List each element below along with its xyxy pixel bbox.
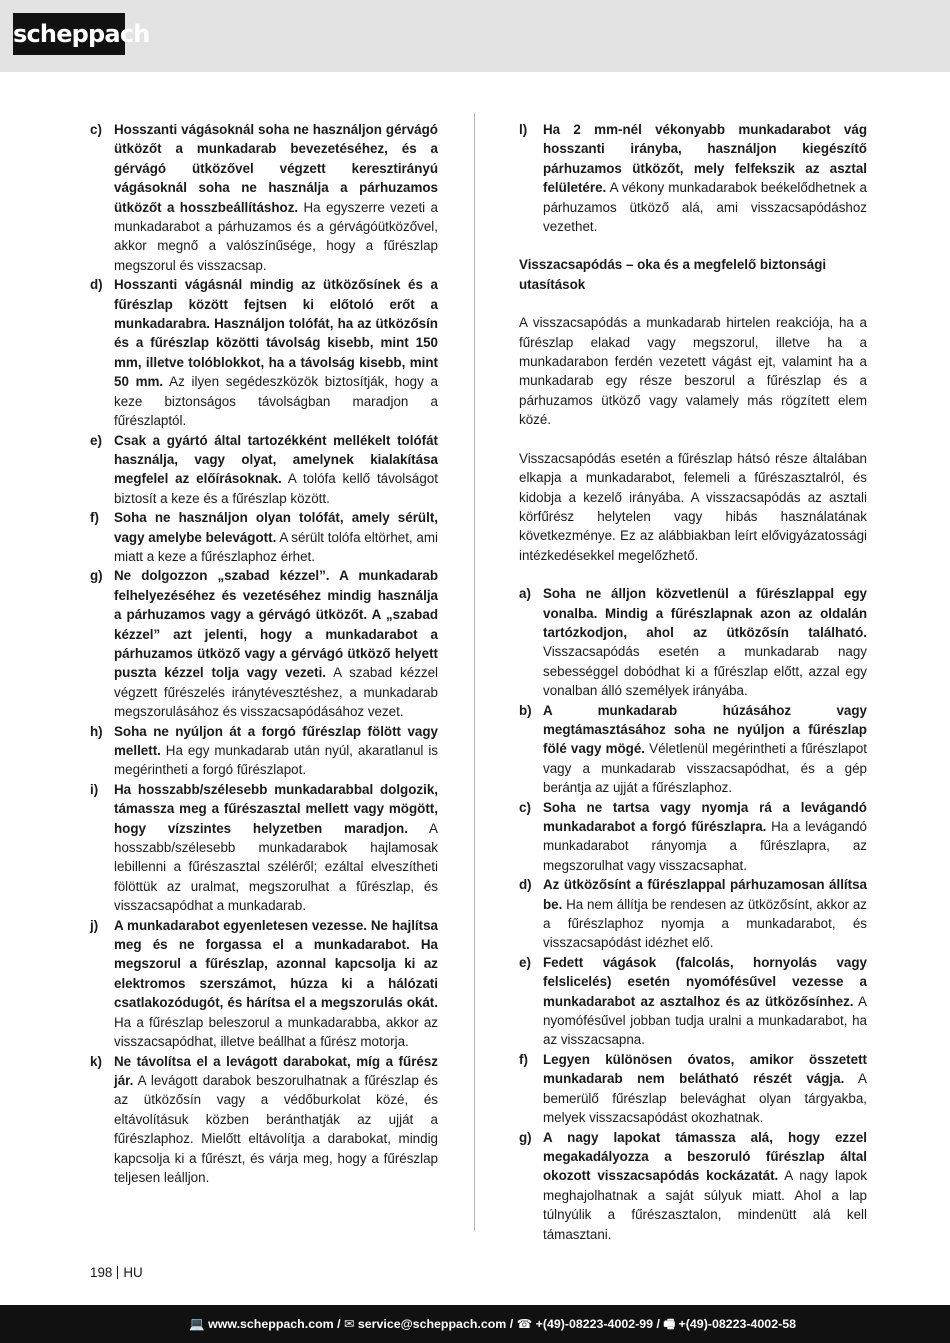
item-text: Soha ne használjon olyan tolófát, amely sérült, vagy amelybe belevágott. A sérült tolófa eltörhet, ami miatt a keze a fűrészlaphoz érhet. [114,510,438,564]
list-item [90,566,438,721]
section-heading: Visszacsapódás – oka és a megfelelő biztonsági utasítások [519,257,827,292]
item-text: Soha ne nyúljon át a forgó fűrészlap fölött vagy mellett. Ha egy munkadarab után nyúl, akaratlanul is megérintheti a forgó fűrészlapot. [114,723,438,778]
right-column [519,120,867,1244]
computer-icon: 💻 [189,1317,205,1331]
item-text: Fedett vágások (falcolás, hornyolás vagy felslicelés) esetén nyomófésűvel vezesse a munkadarabot az asztalhoz és az ütközősínhez. A nyomófésűvel jobban tudja uralni a munkadarabot, ha az visszacsapna. [543,954,867,1048]
list-item [519,1128,867,1244]
item-label: f) [90,510,99,526]
item-label: c) [519,799,531,815]
email-link[interactable]: service@scheppach.com [357,1317,507,1331]
fax-number: +(49)-08223-4002-58 [678,1317,796,1331]
item-label: j) [90,917,99,933]
item-text: A munkadarab húzásához vagy megtámasztásához soha ne nyúljon a fűrészlap fölé vagy mögé. Véletlenül megérintheti a fűrészlapot vagy a munkadarab visszacsapódhat, és a gép berántja az ujját a fűrészlaphoz. [543,702,867,796]
list-item [519,701,867,798]
item-text: Ha 2 mm-nél vékonyabb munkadarabot vág hosszanti irányba, használjon kiegészítő párhuzamos ütközőt, mely felfekszik az asztal felületére. A vékony munkadarabok beékelődhetnek a párhuzamos ütköző alá, ami visszacsapódáshoz vezethet. [543,122,867,235]
scheppach-logo: scheppach [13,13,125,55]
page-footer: 💻 www.scheppach.com / ✉ service@scheppach.com / ☎ +(49)-08223-4002-99 / 🖷 +(49)-08223-4002-58 [0,1305,950,1343]
item-label: i) [90,781,99,797]
list-item [90,780,438,916]
paragraph: Visszacsapódás esetén a fűrészlap hátsó része általában elkapja a munkadarabot, felemeli a fűrészasztalról, és kidobja a kezelő irányába. A visszacsapódás az asztali körfűrész helytelen vagy hibás használatának következménye. Ez az alábbiakban leírt elővigyázatossági intézkedésekkel megelőzhető. [519,450,867,563]
item-text: Legyen különösen óvatos, amikor összetett munkadarab nem belátható részét vágja. A bemerülő fűrészlap belevághat olyan tárgyakba, melyek visszacsapódást okozhatnak. [543,1051,867,1126]
item-label: d) [519,877,532,893]
item-text: Csak a gyártó által tartozékként mellékelt tolófát használja, vagy olyat, amelynek kialakítása megfelel az előírásoknak. A tolófa kellő távolságot biztosít a keze és a fűrészlap között. [114,432,438,506]
item-text: Ne távolítsa el a levágott darabokat, míg a fűrész jár. A levágott darabok beszorulhatnak a fűrészlap és az ütközősín vagy a védőburkolat közé, és eltávolításuk közben beránthatják az ujját a fűrészlaphoz. Mielőtt eltávolítja a darabokat, mindig kapcsolja ki a fűrészt, és várja meg, hogy a fűrészlap teljesen leálljon. [114,1053,438,1185]
item-text: Ha hosszabb/szélesebb munkadarabbal dolgozik, támassza meg a fűrészasztal mellett vagy mögött, hogy vízszintes helyzetben maradjon. A hosszabb/szélesebb munkadarabok hajlamosak lebillenni a fűrészasztal széléről; ezáltal elveszítheti fölöttük az uralmat, megszorulhat a fűrészlap, és visszacsapódhat a munkadarab. [114,781,438,914]
page-header [0,0,950,72]
item-label: g) [90,568,103,584]
fax-icon: 🖷 [663,1317,676,1331]
item-label: k) [90,1053,102,1069]
website-link[interactable]: www.scheppach.com [208,1317,334,1331]
item-label: h) [90,723,103,739]
list-item [90,916,438,1052]
page-number: 198 HU [90,1265,143,1280]
item-text: Hosszanti vágásnál mindig az ütközősínek és a fűrészlap között fejtsen ki előtoló erőt a munkadarabra. Használjon tolófát, ha az ütközősín és a fűrészlap közötti távolság kisebb, mint 150 mm, illetve tolóblokkot, ha a távolság kisebb, mint 50 mm. Az ilyen segédeszközök biztosítják, hogy a keze biztonságos távolságban maradjon a fűrészlaptól. [114,277,438,429]
column-divider [474,113,475,1231]
list-item [90,275,438,430]
list-item [90,120,438,275]
item-text: Hosszanti vágásoknál soha ne használjon gérvágó ütközőt a munkadarab bevezetéséhez, és a gérvágó ütközővel végzett keresztirányú vágásoknál soha ne használja a párhuzamos ütközőt a hosszbeállításhoz. Ha egyszerre vezeti a munkadarabot a párhuzamos és a gérvágóütközővel, akkor megnő a valószínűsége, hogy a fűrészlap megszorul és visszacsap. [114,122,438,273]
item-text: Soha ne álljon közvetlenül a fűrészlappal egy vonalba. Mindig a fűrészlapnak azon az oldalán tartózkodjon, ahol az ütközősín található. Visszacsapódás esetén a munkadarab nagy sebességgel dobódhat ki a fűrészlap előtt, azzal egy vonalban álló személyek irányába. [543,586,867,699]
item-label: e) [90,432,102,448]
list-item [519,120,867,236]
paragraph: A visszacsapódás a munkadarab hirtelen reakciója, ha a fűrészlap elakad vagy megszorul, illetve ha a munkadarabon ferdén vezetett vágást ejt, valamint ha a munkadarab egy része beszorul a fűrészlap és a párhuzamos ütköző vagy valamely más rögzített elem közé. [519,315,867,428]
item-text: Soha ne tartsa vagy nyomja rá a levágandó munkadarabot a forgó fűrészlapra. Ha a levágandó munkadarabot rányomja a fűrészlapra, az megszorulhat vagy visszacsaphat. [543,799,867,873]
list-item [519,584,867,700]
list-item [90,1052,438,1188]
item-label: b) [519,702,532,718]
phone-icon: ☎ [516,1317,533,1331]
item-text: A munkadarabot egyenletesen vezesse. Ne hajlítsa meg és ne forgassa el a munkadarabot. Ha megszorul a fűrészlap, azonnal kapcsolja ki az elektromos szerszámot, húzza ki a hálózati csatlakozódugót, és hárítsa el a megszorulás okát. Ha a fűrészlap beleszorul a munkadarabba, akkor az visszacsapódhat, illetve beállhat a fűrész motorja. [114,917,438,1050]
mail-icon: ✉ [344,1317,355,1331]
item-label: c) [90,122,102,137]
item-label: g) [519,1129,532,1145]
list-item [519,1050,867,1128]
list-item [519,875,867,953]
item-label: l) [519,122,528,137]
list-item [90,508,438,566]
list-item [90,722,438,780]
item-label: f) [519,1051,528,1067]
item-label: d) [90,277,103,293]
item-label: e) [519,954,531,970]
page-number-divider [117,1266,118,1279]
left-column [90,120,438,1187]
item-text: Ne dolgozzon „szabad kézzel”. A munkadarab felhelyezéséhez és vezetéséhez mindig használja a párhuzamos vagy a gérvágó ütközőt. A „szabad kézzel” azt jelenti, hogy a munkadarabot a párhuzamos ütköző vagy a gérvágó ütköző helyett puszta kézzel tolja vagy vezeti. A szabad kézzel végzett fűrészelés iránytévesztéshez, a munkadarab megszorulásához és visszacsapódásához vezet. [114,568,439,720]
phone-number: +(49)-08223-4002-99 [535,1317,654,1331]
list-item [90,431,438,509]
item-text: A nagy lapokat támassza alá, hogy ezzel megakadályozza a beszoruló fűrészlap által okozott visszacsapódás kockázatát. A nagy lapok meghajolhatnak a saját súlyuk miatt. Ahol a lap túlnyúlik a fűrészasztalon, mindenütt alá kell támasztani. [543,1129,867,1242]
list-item [519,798,867,876]
item-text: Az ütközősínt a fűrészlappal párhuzamosan állítsa be. Ha nem állítja be rendesen az ütközősínt, akkor az a fűrészlaphoz nyomja a munkadarabot, és visszacsapódást idézhet elő. [543,877,867,951]
language-code: HU [123,1265,143,1280]
list-item [519,953,867,1050]
item-label: a) [519,586,531,602]
